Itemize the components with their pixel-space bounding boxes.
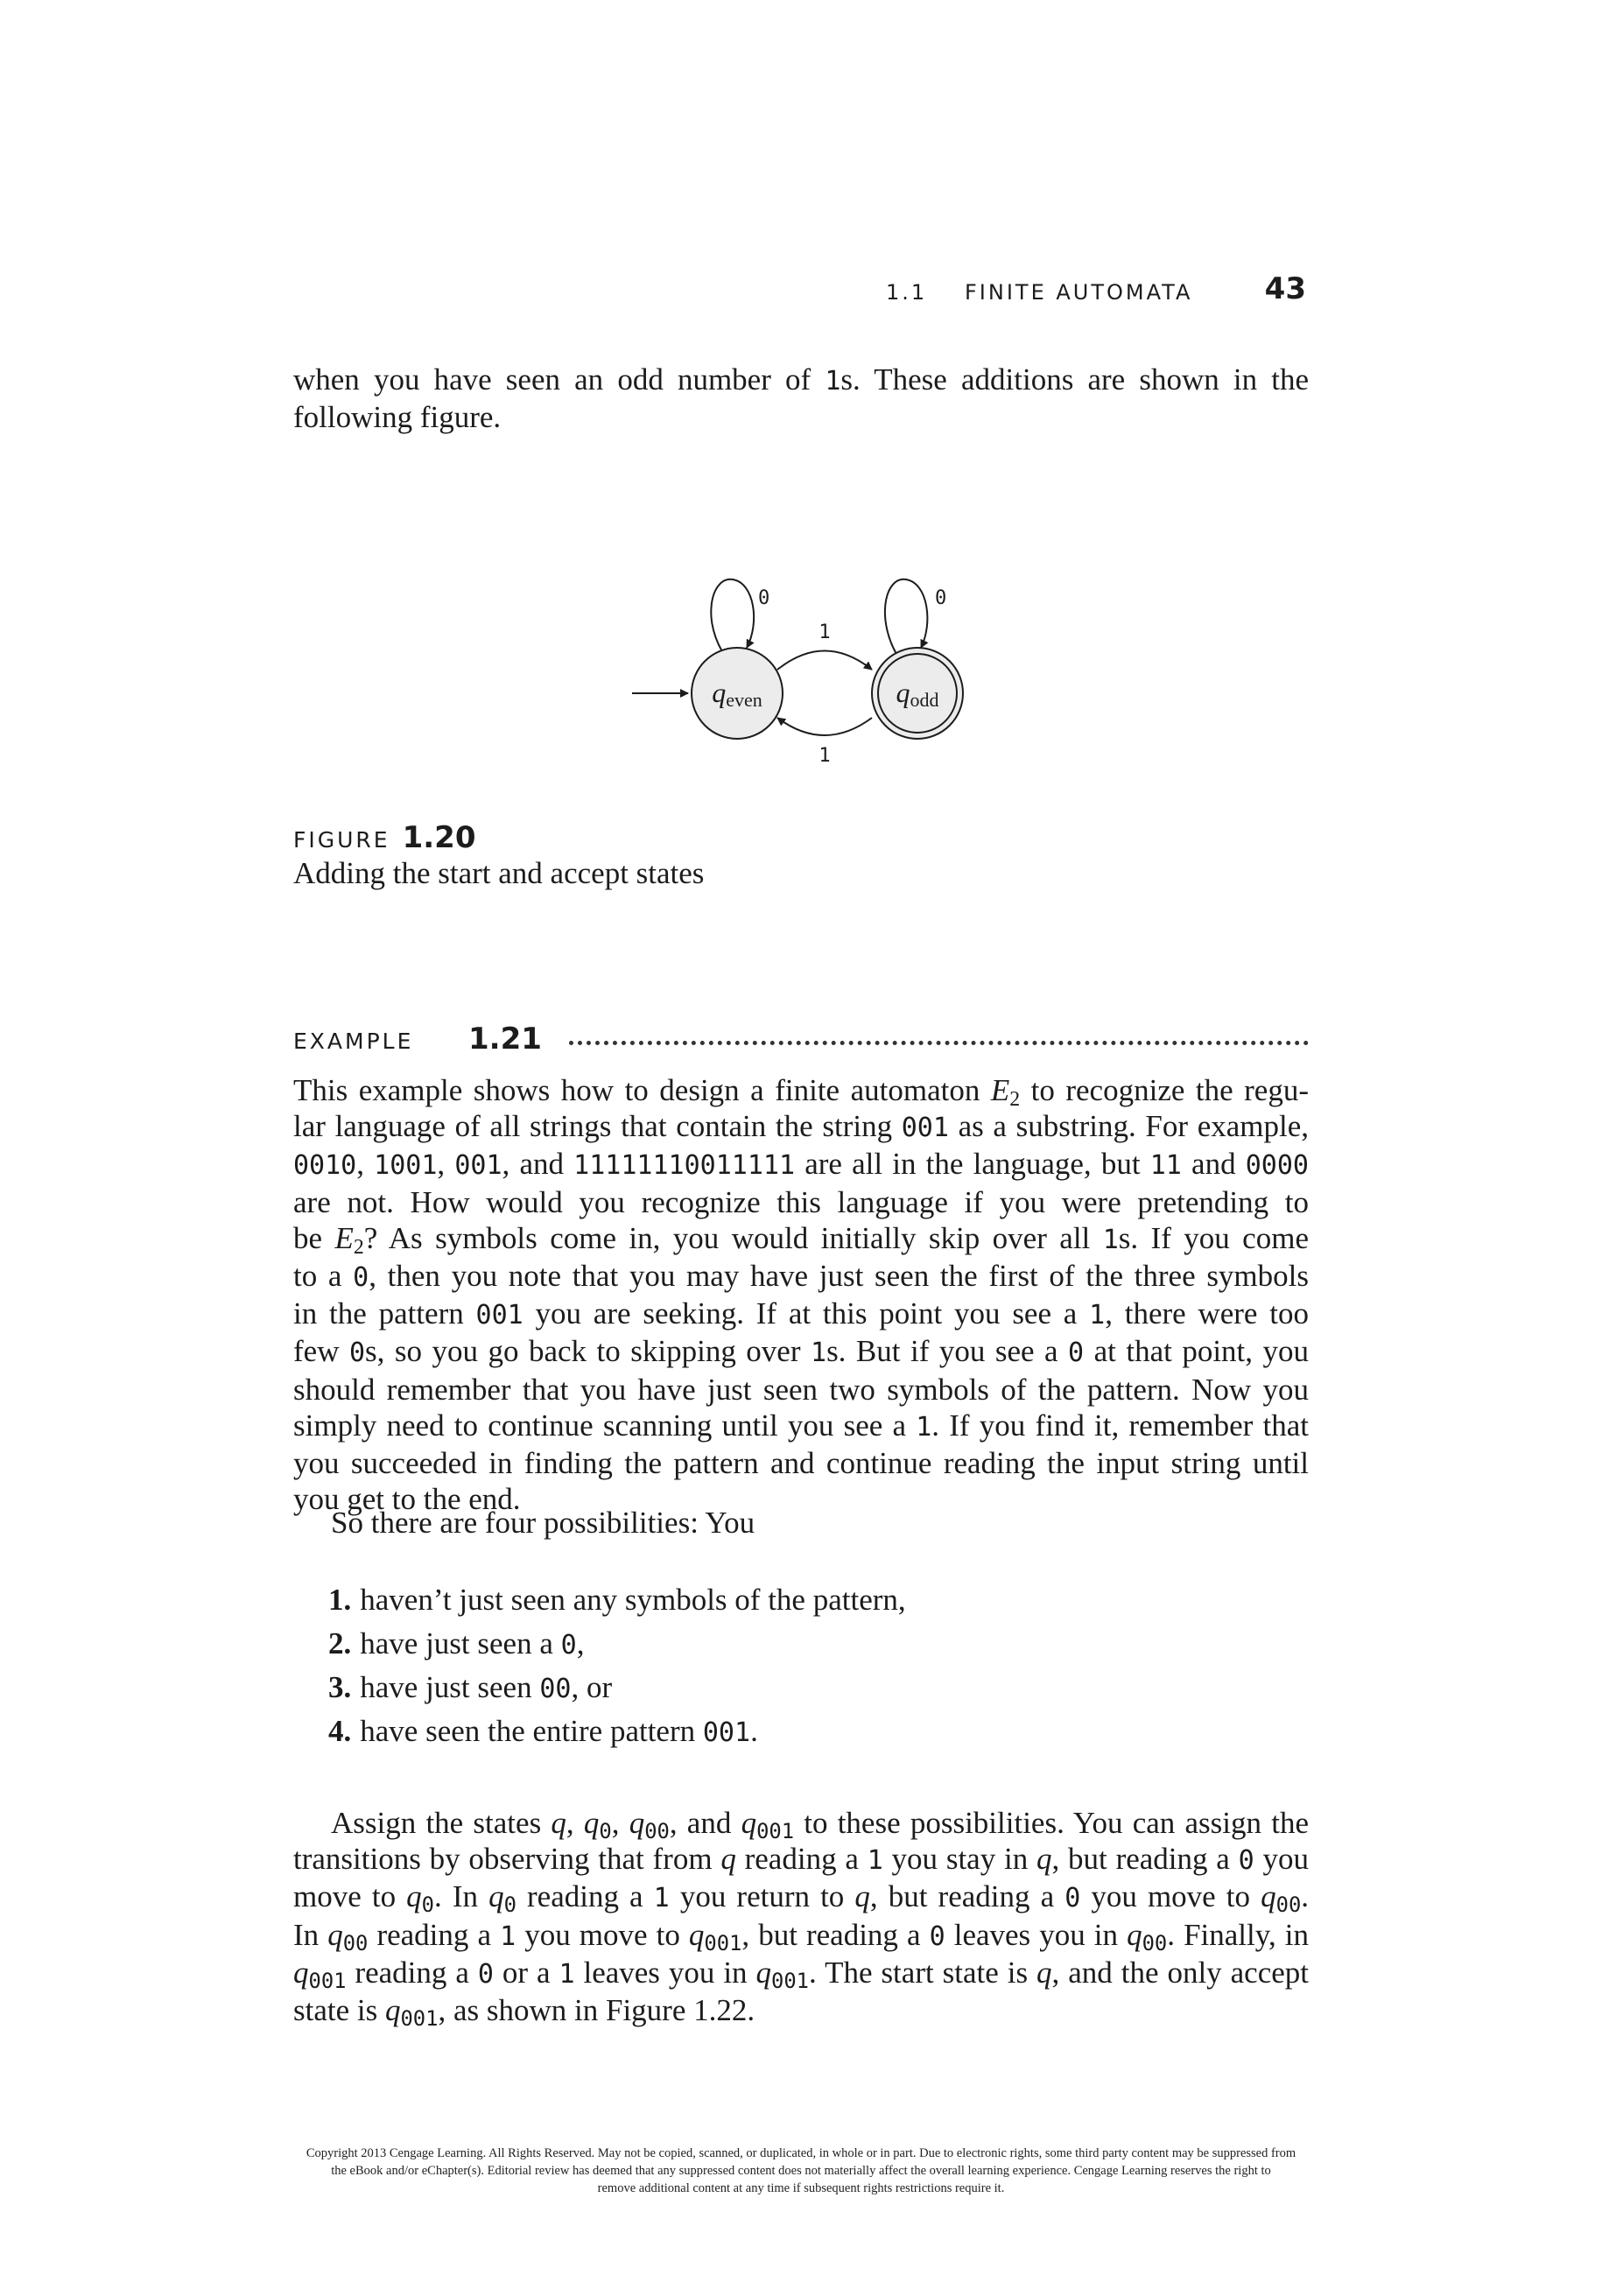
text-line: simply need to continue scanning until you see a 1. If you find it, remember that xyxy=(293,1408,1309,1443)
text-line: you succeeded in finding the pattern and continue reading the input string until xyxy=(293,1446,1309,1481)
text-line: move to $q_0$. In $q_0$ reading a 1 you return to q, but reading a 0 you move to $q_{00}$. xyxy=(293,1879,1310,1918)
text-line: should remember that you have just seen two symbols of the pattern. Now you xyxy=(293,1372,1309,1407)
dfa-diagram xyxy=(613,560,980,779)
text-line: $q_{001}$ reading a 0 or a 1 leaves you in $q_{001}$. The start state is q, and the only accept xyxy=(293,1955,1309,1993)
text-line: to a 0, then you note that you may have just seen the first of the three symbols xyxy=(293,1259,1310,1294)
text-line: 0010, 1001, 001, and 11111110011111 are all in the language, but 11 and 0000 xyxy=(293,1147,1309,1182)
possibilities-list xyxy=(328,1582,906,1757)
text-line: in the pattern 001 you are seeking. If at this point you see a 1, there were too xyxy=(293,1296,1309,1331)
self-loop-even xyxy=(711,579,754,658)
loop-label-odd: 0 xyxy=(935,587,947,609)
transition-even-to-odd xyxy=(777,651,872,671)
footer-line: the eBook and/or eChapter(s). Editorial review has deemed that any suppressed content does not materially affect the overall learning experience. Cengage Learning reserves the right to xyxy=(331,2164,1271,2178)
text-line: state is $q_{001}$, as shown in Figure 1.22. xyxy=(293,1993,755,2031)
section-title: FINITE AUTOMATA xyxy=(965,280,1193,305)
footer-line: Copyright 2013 Cengage Learning. All Rights Reserved. May not be copied, scanned, or duplicated, in whole or in part. Due to electronic rights, some third party content may be suppressed from xyxy=(306,2146,1296,2160)
state-even-label: qeven xyxy=(712,677,762,711)
text-line: when you have seen an odd number of 1s. These additions are shown in the xyxy=(293,362,1309,397)
figure-caption-label xyxy=(293,820,475,855)
intro-paragraph xyxy=(293,362,1309,435)
text-line: Assign the states q, $q_0$, $q_{00}$, and $q_{001}$ to these possibilities. You can assign the xyxy=(331,1806,1309,1843)
example-label: EXAMPLE xyxy=(293,1029,414,1054)
list-item: 3. have just seen 00, or xyxy=(328,1670,613,1704)
list-item: 4. have seen the entire pattern 001. xyxy=(328,1714,758,1748)
figure-number: 1.20 xyxy=(402,820,476,855)
text-line: lar language of all strings that contain the string 001 as a substring. For example, xyxy=(293,1109,1309,1144)
transition-label-bottom: 1 xyxy=(819,745,831,767)
section-number: 1.1 xyxy=(886,280,928,305)
running-head xyxy=(886,271,1306,315)
list-item: 2. have just seen a 0, xyxy=(328,1626,585,1661)
text-line: you get to the end. xyxy=(293,1482,521,1517)
footer-line: remove additional content at any time if subsequent rights restrictions require it. xyxy=(597,2181,1005,2195)
page-number: 43 xyxy=(1264,271,1306,306)
text-line: transitions by observing that from q reading a 1 you stay in q, but reading a 0 you xyxy=(293,1842,1309,1877)
transition-odd-to-even xyxy=(777,718,872,735)
example-number: 1.21 xyxy=(468,1022,542,1057)
text-line: following figure. xyxy=(293,400,502,435)
list-item: 1. haven’t just seen any symbols of the pattern, xyxy=(328,1583,906,1617)
dotted-rule xyxy=(569,1041,1309,1045)
example-paragraph xyxy=(293,1072,1309,1517)
assign-paragraph xyxy=(293,1805,1310,2031)
figure-caption-text: Adding the start and accept states xyxy=(293,856,705,890)
text-line: few 0s, so you go back to skipping over 1s. But if you see a 0 at that point, you xyxy=(293,1334,1310,1369)
text-line: In $q_{00}$ reading a 1 you move to $q_{001}$, but reading a 0 leaves you in $q_{00}$. Finally, in xyxy=(293,1917,1310,1955)
figure-word: FIGURE xyxy=(293,827,390,853)
text-line: be $E_2$? As symbols come in, you would initially skip over all 1s. If you come xyxy=(293,1220,1309,1259)
example-heading xyxy=(293,1022,1309,1060)
possibilities-intro: So there are four possibilities: You xyxy=(331,1506,755,1540)
text-line: are not. How would you recognize this language if you were pretending to xyxy=(293,1184,1309,1219)
self-loop-odd xyxy=(885,579,927,658)
state-odd-label: qodd xyxy=(896,677,939,711)
transition-label-top: 1 xyxy=(819,621,831,643)
loop-label-even: 0 xyxy=(758,587,770,609)
copyright-footer xyxy=(201,2145,1401,2197)
text-line: This example shows how to design a finite automaton $E_2$ to recognize the regu- xyxy=(293,1073,1309,1111)
